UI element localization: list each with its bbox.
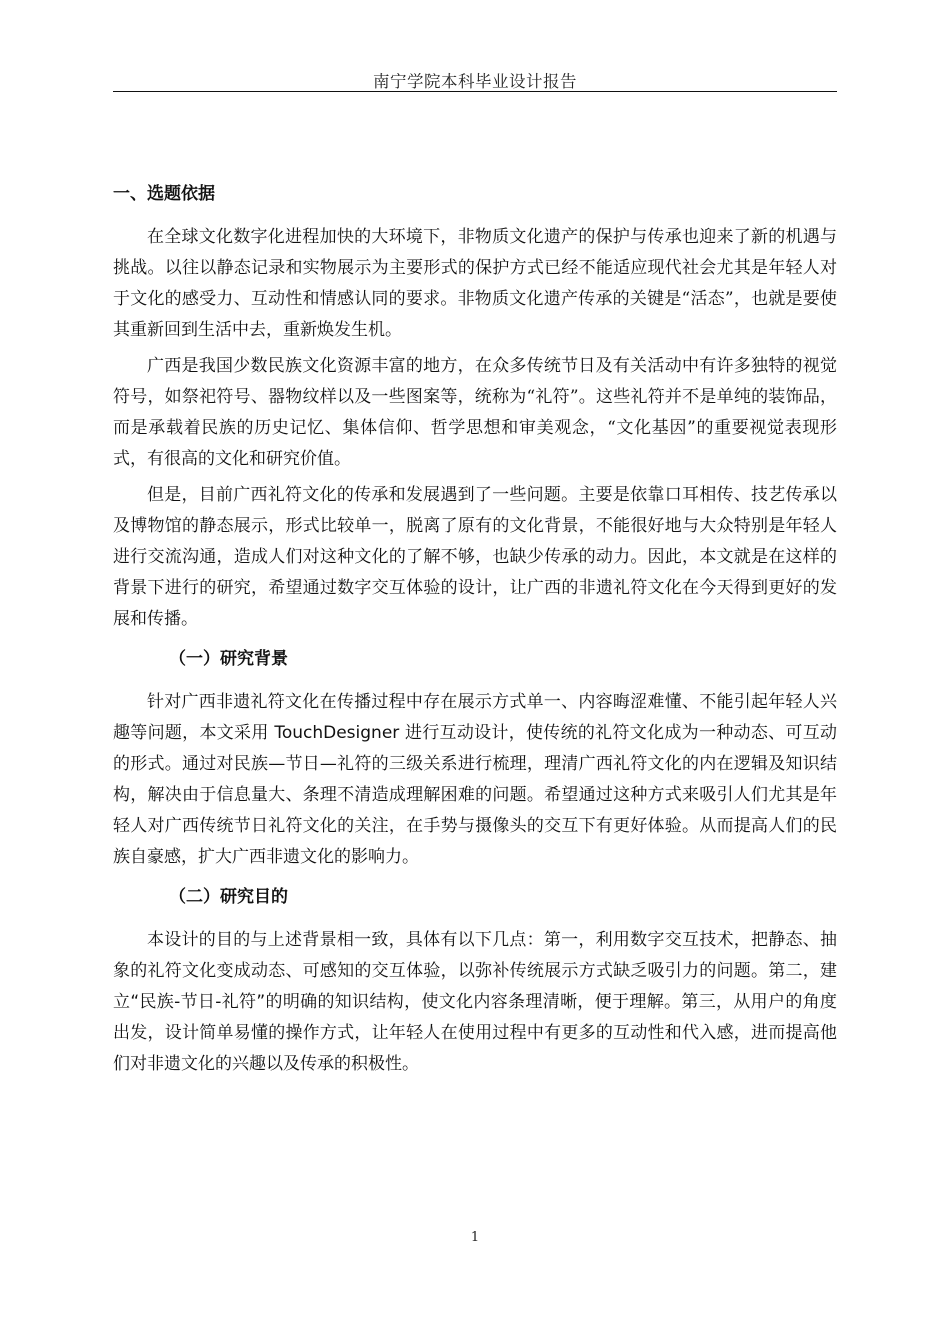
- section-heading: 一、选题依据: [113, 184, 215, 204]
- body-paragraph: 在全球文化数字化进程加快的大环境下，非物质文化遗产的保护与传承也迎来了新的机遇与挑战。以往以静态记录和实物展示为主要形式的保护方式已经不能适应现代社会尤其是年轻人对于文化的感受力、互动性和情感认同的要求。非物质文化遗产传承的关键是“活态”，也就是要使其重新回到生活中去，重新焕发生机。: [113, 227, 837, 340]
- page-number: 1: [470, 1230, 480, 1245]
- body-paragraph: 广西是我国少数民族文化资源丰富的地方，在众多传统节日及有关活动中有许多独特的视觉符号，如祭祀符号、器物纹样以及一些图案等，统称为“礼符”。这些礼符并不是单纯的装饰品，而是承载着民族的历史记忆、集体信仰、哲学思想和审美观念，“文化基因”的重要视觉表现形式，有很高的文化和研究价值。: [113, 356, 837, 469]
- subsection-heading-background: （一）研究背景: [169, 649, 288, 669]
- page-header-title: 南宁学院本科毕业设计报告: [373, 72, 577, 91]
- subsection-heading-purpose: （二）研究目的: [169, 887, 288, 907]
- document-body: [113, 180, 837, 1085]
- body-paragraph: 但是，目前广西礼符文化的传承和发展遇到了一些问题。主要是依靠口耳相传、技艺传承以及博物馆的静态展示，形式比较单一，脱离了原有的文化背景，不能很好地与大众特别是年轻人进行交流沟通，造成人们对这种文化的了解不够，也缺少传承的动力。因此，本文就是在这样的背景下进行的研究，希望通过数字交互体验的设计，让广西的非遗礼符文化在今天得到更好的发展和传播。: [113, 485, 837, 629]
- header-divider: [113, 91, 837, 92]
- body-paragraph: 本设计的目的与上述背景相一致，具体有以下几点：第一，利用数字交互技术，把静态、抽象的礼符文化变成动态、可感知的交互体验，以弥补传统展示方式缺乏吸引力的问题。第二，建立“民族-节日-礼符”的明确的知识结构，使文化内容条理清晰，便于理解。第三，从用户的角度出发，设计简单易懂的操作方式，让年轻人在使用过程中有更多的互动性和代入感，进而提高他们对非遗文化的兴趣以及传承的积极性。: [113, 930, 837, 1074]
- body-paragraph: 针对广西非遗礼符文化在传播过程中存在展示方式单一、内容晦涩难懂、不能引起年轻人兴趣等问题，本文采用 TouchDesigner 进行互动设计，使传统的礼符文化成为一种动态、可互动的形式。通过对民族—节日—礼符的三级关系进行梳理，理清广西礼符文化的内在逻辑及知识结构，解决由于信息量大、条理不清造成理解困难的问题。希望通过这种方式来吸引人们尤其是年轻人对广西传统节日礼符文化的关注，在手势与摄像头的交互下有更好体验。从而提高人们的民族自豪感，扩大广西非遗文化的影响力。: [113, 692, 837, 867]
